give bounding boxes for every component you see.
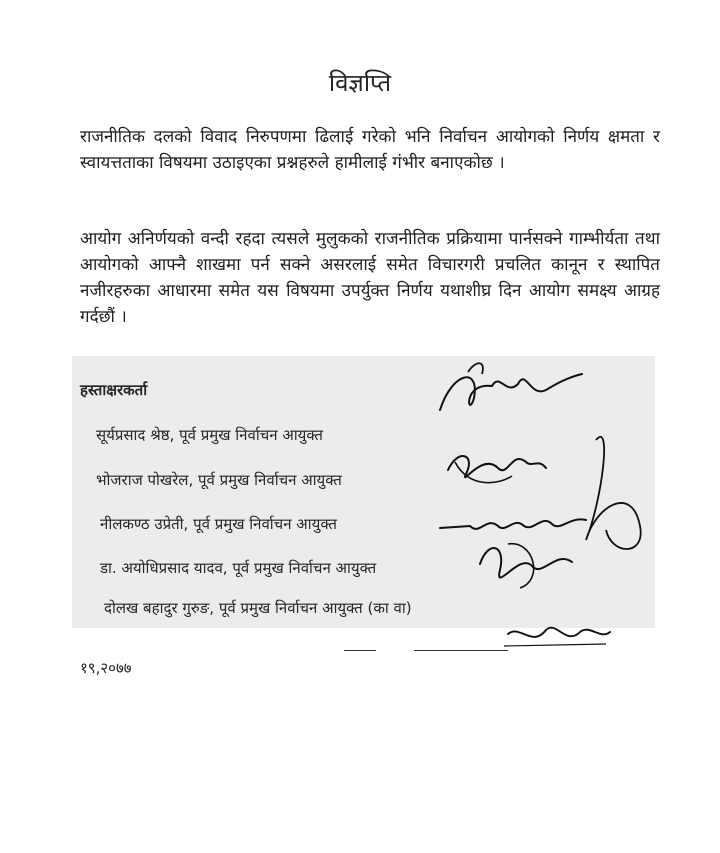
notice-title: विज्ञप्ति [328, 69, 392, 97]
signatory-1: सूर्यप्रसाद श्रेष्ठ, पूर्व प्रमुख निर्वाचन आयुक्त [96, 426, 323, 444]
notice-date: १९,२०७७ [80, 659, 132, 677]
signature-panel [72, 356, 655, 628]
blank-line-2 [414, 650, 508, 651]
signatory-4: डा. अयोधिप्रसाद यादव, पूर्व प्रमुख निर्वाचन आयुक्त [100, 559, 377, 577]
paragraph-1: राजनीतिक दलको विवाद निरुपणमा ढिलाई गरेको भनि निर्वाचन आयोगको निर्णय क्षमता र स्वायत्तताका विषयमा उठाइएका प्रश्नहरुले हामीलाई गंभीर बनाएकोछ । [80, 127, 660, 173]
signature-5-underline [504, 644, 606, 646]
signatory-2: भोजराज पोखरेल, पूर्व प्रमुख निर्वाचन आयुक्त [96, 471, 342, 489]
paragraph-2: आयोग अनिर्णयको वन्दी रहदा त्यसले मुलुकको राजनीतिक प्रक्रियामा पार्नसक्ने गाम्भीर्यता तथा आयोगको आफ्नै शाखमा पर्न सक्ने असरलाई समेत विचारगरी प्रचलित कानून र स्थापित नजीरहरुका आधारमा समेत यस विषयमा उपर्युक्त निर्णय यथाशीघ्र दिन आयोग समक्ष्य आग्रह गर्दछौं । [80, 229, 660, 327]
signatory-3: नीलकण्ठ उप्रेती, पूर्व प्रमुख निर्वाचन आयुक्त [100, 515, 337, 533]
signature-5-stroke [508, 628, 610, 637]
signatories-heading: हस्ताक्षरकर्ता [80, 381, 148, 399]
blank-line-1 [344, 650, 376, 651]
signatory-5: दोलख बहादुर गुरुङ, पूर्व प्रमुख निर्वाचन आयुक्त (का वा) [104, 599, 412, 617]
